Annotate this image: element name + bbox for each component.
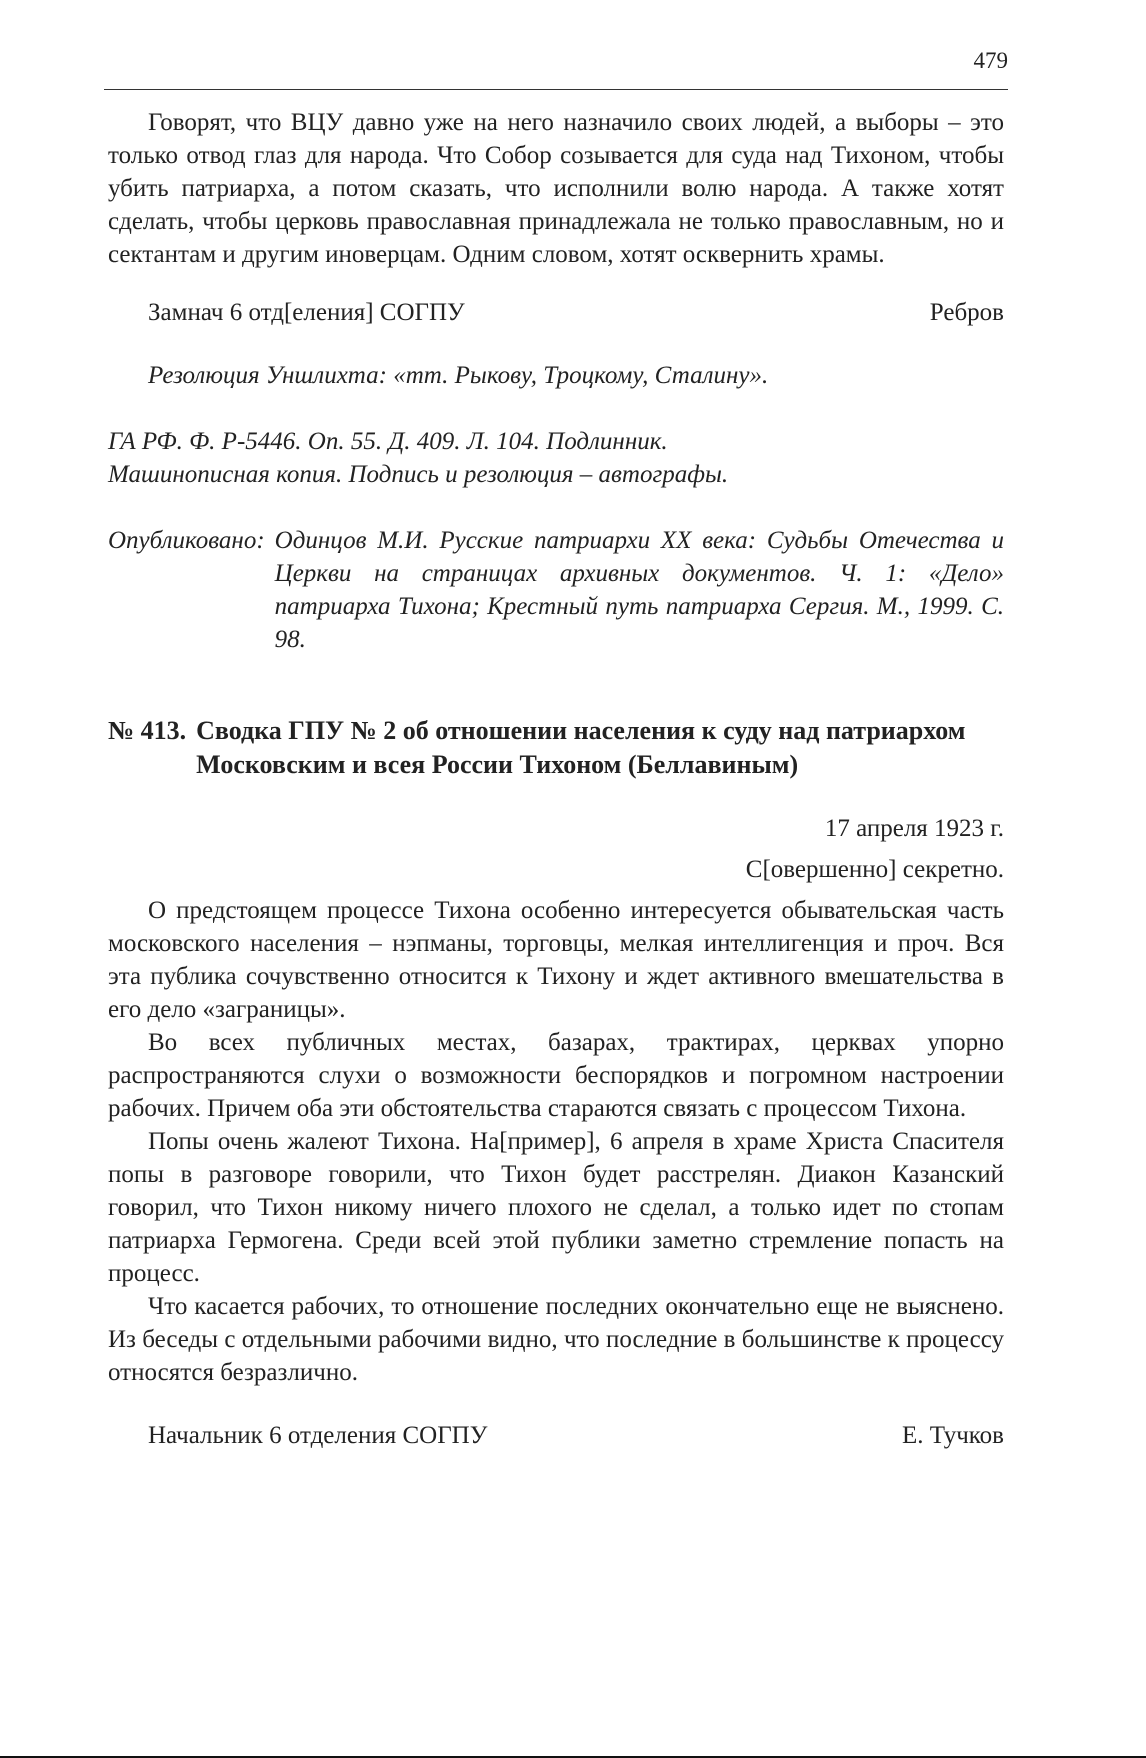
published-label: Опубликовано: [108, 527, 265, 554]
signature-position: Замнач 6 отд[еления] СОГПУ [148, 299, 465, 326]
document-title: Сводка ГПУ № 2 об отношении населения к суду над патриархом Московским и всея России Тихоном (Беллавиным) [196, 716, 966, 779]
intro-paragraph: Говорят, что ВЦУ давно уже на него назначило своих людей, а выборы – это только отвод глаз для народа. Что Собор созывается для суда над Тихоном, чтобы убить патриарха, а потом сказать, что исполнили волю народа. А также хотят сделать, чтобы церковь православная принадлежала не только православным, но и сектантам и другим иноверцам. Одним словом, хотят осквернить храмы. [108, 109, 1004, 268]
archive-line-1: ГА РФ. Ф. Р-5446. Оп. 55. Д. 409. Л. 104. Подлинник. [108, 428, 668, 455]
header-rule [104, 89, 1008, 90]
signature-rebrov [108, 296, 1004, 329]
resolution: Резолюция Уншлихта: «тт. Рыкову, Троцкому, Сталину». [148, 362, 769, 389]
archive-line-2: Машинописная копия. Подпись и резолюция – автографы. [108, 461, 729, 488]
classification: С[овершенно] секретно. [745, 856, 1004, 883]
archive-reference [108, 425, 1004, 491]
published-reference [108, 524, 1004, 656]
document-number: № 413. [108, 716, 187, 745]
document-date: 17 апреля 1923 г. [824, 815, 1004, 842]
signature-name: Ребров [929, 299, 1004, 326]
body-paragraph-1: О предстоящем процессе Тихона особенно интересуется обывательская часть московского населения – нэпманы, торговцы, мелкая интеллигенция и проч. Вся эта публика сочувственно относится к Тихону и ждет активного вмешательства в его дело «заграницы». [108, 897, 1004, 1023]
published-text: Одинцов М.И. Русские патриархи ХХ века: Судьбы Отечества и Церкви на страницах архивных документов. Ч. 1: «Дело» патриарха Тихона; Крестный путь патриарха Сергия. М., 1999. С. 98. [274, 527, 1004, 653]
document-body [108, 894, 1004, 1389]
signature-position: Начальник 6 отделения СОГПУ [148, 1422, 488, 1449]
body-paragraph-4: Что касается рабочих, то отношение последних окончательно еще не выяснено. Из беседы с отдельными рабочими видно, что последние в большинстве к процессу относятся безразлично. [108, 1293, 1004, 1386]
signature-tuchkov [108, 1419, 1004, 1452]
document-heading [108, 714, 1004, 782]
signature-name: Е. Тучков [901, 1422, 1004, 1449]
body-paragraph-3: Попы очень жалеют Тихона. На[пример], 6 апреля в храме Христа Спасителя попы в разговоре говорили, что Тихон будет расстрелян. Диакон Казанский говорил, что Тихон никому ничего плохого не сделал, а только идет по стопам патриарха Гермогена. Среди всей этой публики заметно стремление попасть на процесс. [108, 1128, 1004, 1287]
body-paragraph-2: Во всех публичных местах, базарах, трактирах, церквах упорно распространяются слухи о возможности беспорядков и погромном настроении рабочих. Причем оба эти обстоятельства стараются связать с процессом Тихона. [108, 1029, 1004, 1122]
page-content [108, 106, 1004, 1452]
page-number: 479 [973, 48, 1008, 73]
